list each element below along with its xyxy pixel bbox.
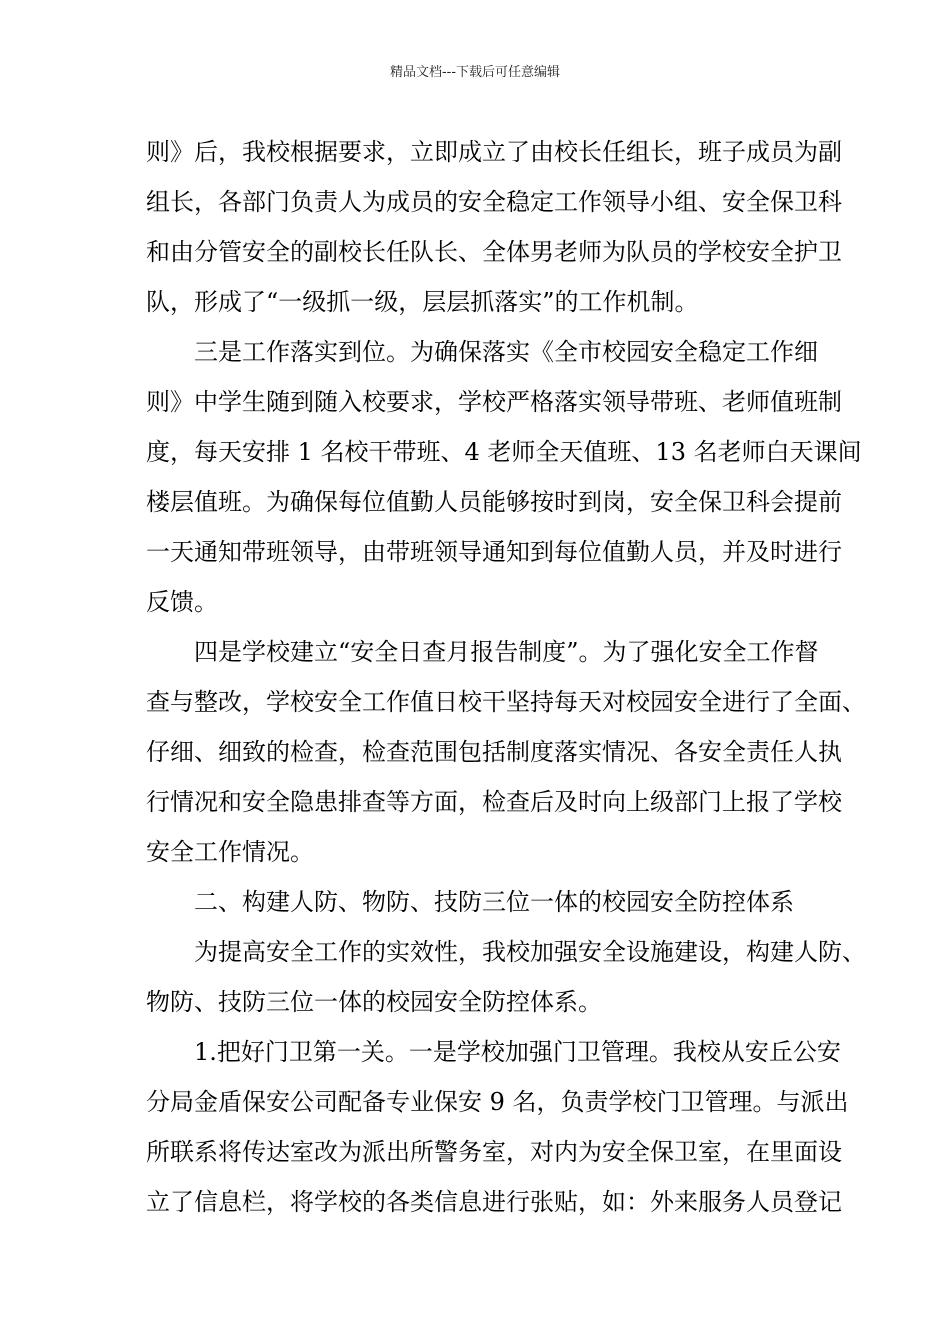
body-line: 所联系将传达室改为派出所警务室，对内为安全保卫室，在里面设: [146, 1138, 842, 1166]
page-header: 精品文档---下载后可任意编辑: [389, 65, 561, 80]
body-line: 物防、技防三位一体的校园安全防控体系。: [146, 988, 602, 1016]
body-line: 度，每天安排 1 名校干带班、4 老师全天值班、13 名老师白天课间: [146, 438, 862, 466]
body-line: 四是学校建立“安全日查月报告制度”。为了强化安全工作督: [194, 638, 819, 666]
body-line: 仔细、细致的检查，检查范围包括制度落实情况、各安全责任人执: [146, 738, 842, 766]
body-line: 行情况和安全隐患排查等方面，检查后及时向上级部门上报了学校: [146, 788, 842, 816]
body-line: 为提高安全工作的实效性，我校加强安全设施建设，构建人防、: [194, 938, 866, 966]
body-line: 队，形成了“一级抓一级，层层抓落实”的工作机制。: [146, 288, 699, 316]
body-line: 则》后，我校根据要求，立即成立了由校长任组长，班子成员为副: [146, 138, 842, 166]
body-line: 组长，各部门负责人为成员的安全稳定工作领导小组、安全保卫科: [146, 188, 842, 216]
body-line: 1.把好门卫第一关。一是学校加强门卫管理。我校从安丘公安: [194, 1038, 841, 1066]
body-line: 和由分管安全的副校长任队长、全体男老师为队员的学校安全护卫: [146, 238, 842, 266]
body-line: 则》中学生随到随入校要求，学校严格落实领导带班、老师值班制: [146, 388, 842, 416]
body-line: 安全工作情况。: [146, 838, 314, 866]
body-line: 三是工作落实到位。为确保落实《全市校园安全稳定工作细: [194, 338, 818, 366]
section-heading: 二、构建人防、物防、技防三位一体的校园安全防控体系: [194, 888, 794, 916]
body-line: 楼层值班。为确保每位值勤人员能够按时到岗，安全保卫科会提前: [146, 488, 842, 516]
body-line: 查与整改，学校安全工作值日校干坚持每天对校园安全进行了全面、: [146, 688, 866, 716]
body-line: 一天通知带班领导，由带班领导通知到每位值勤人员，并及时进行: [146, 538, 842, 566]
body-line: 反馈。: [146, 588, 218, 616]
body-line: 分局金盾保安公司配备专业保安 9 名，负责学校门卫管理。与派出: [146, 1088, 849, 1116]
body-line: 立了信息栏，将学校的各类信息进行张贴，如：外来服务人员登记: [146, 1188, 842, 1216]
